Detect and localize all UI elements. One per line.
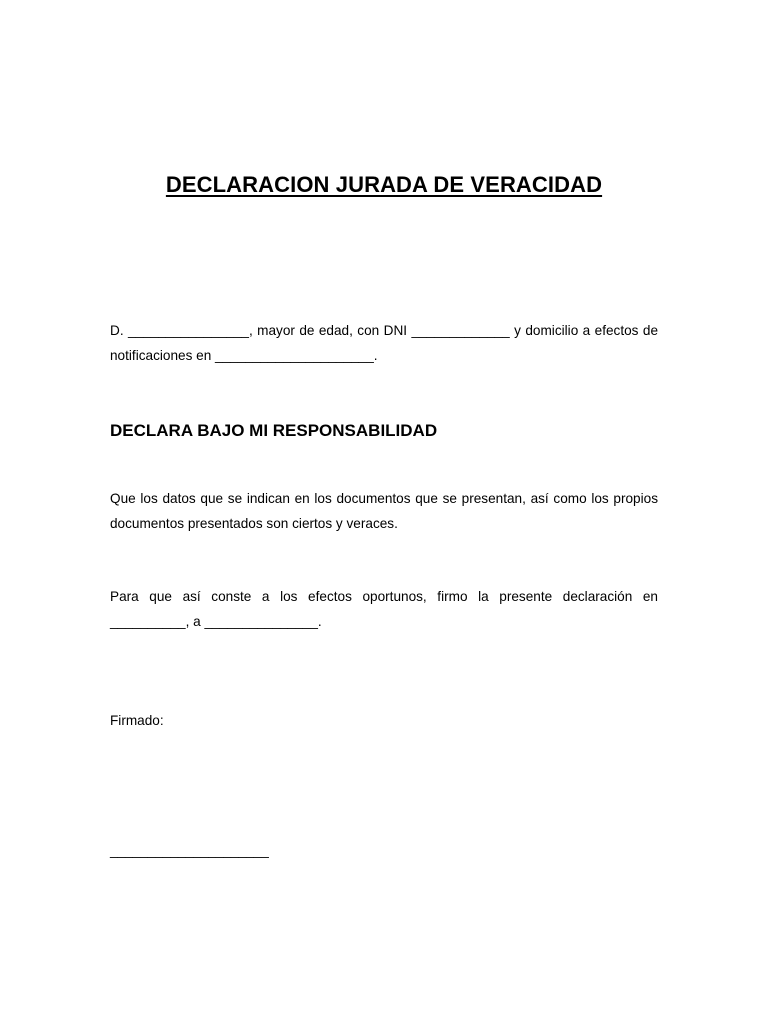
document-title: DECLARACION JURADA DE VERACIDAD bbox=[165, 172, 603, 197]
declaration-heading: DECLARA BAJO MI RESPONSABILIDAD bbox=[110, 421, 438, 440]
signature-line: _____________________ bbox=[110, 843, 269, 858]
statement-paragraph: Que los datos que se indican en los documentos que se presentan, así como los propios documentos presentados son ciertos y veraces. bbox=[110, 491, 658, 531]
signed-label: Firmado: bbox=[110, 713, 164, 728]
intro-paragraph: D. ________________, mayor de edad, con DNI _____________ y domicilio a efectos de notificaciones en _____________________. bbox=[110, 323, 658, 363]
closing-paragraph: Para que así conste a los efectos oportunos, firmo la presente declaración en __________, a _______________. bbox=[110, 589, 658, 629]
